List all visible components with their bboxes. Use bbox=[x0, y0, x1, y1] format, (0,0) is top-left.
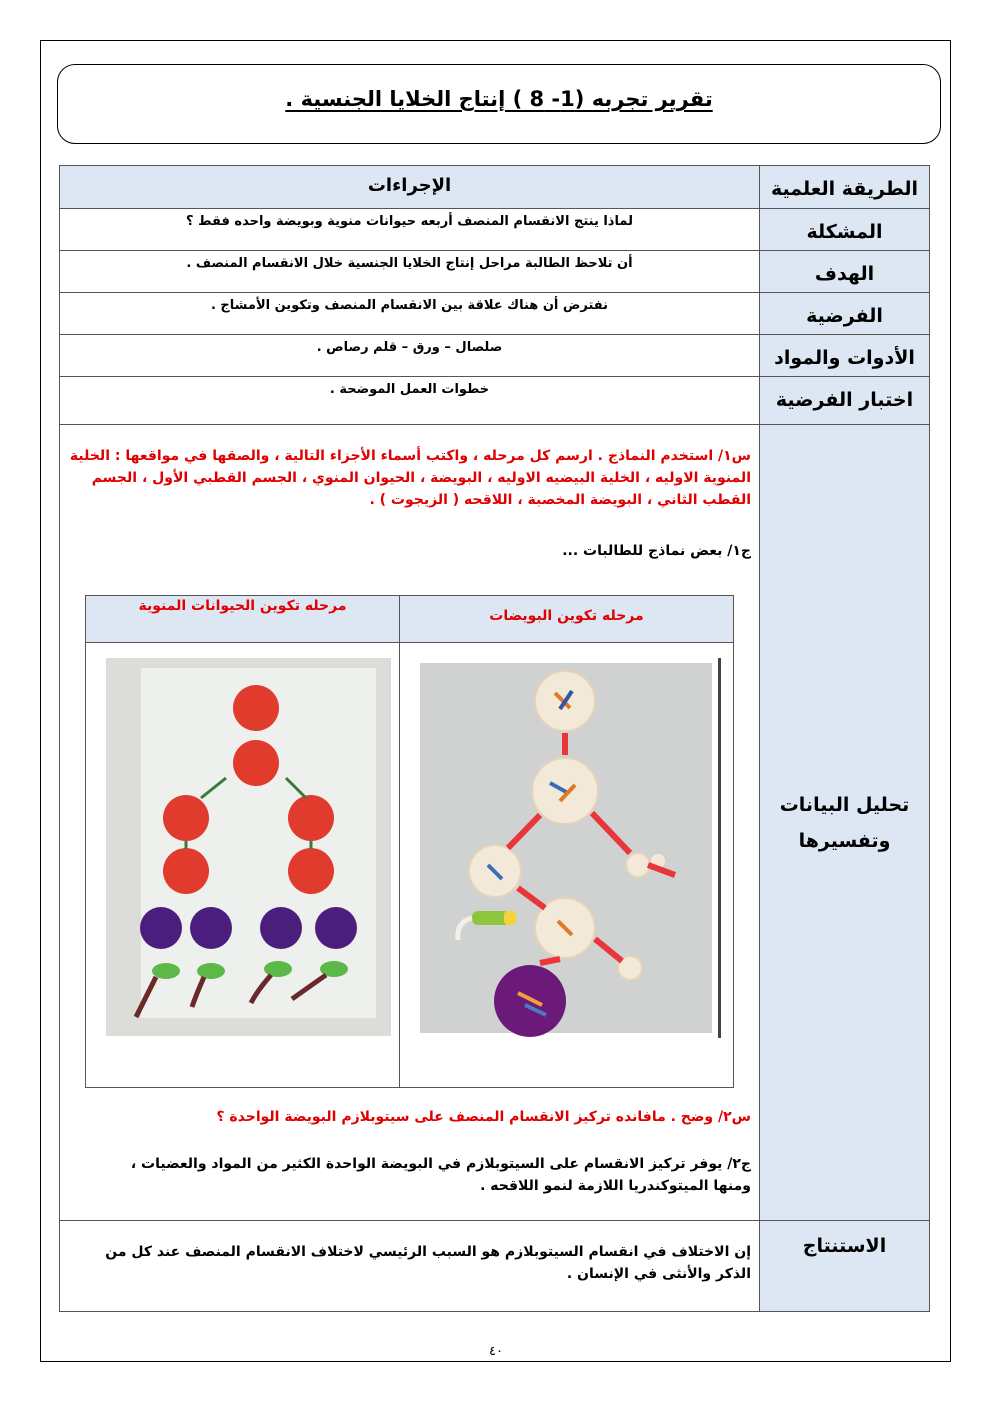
table-row bbox=[60, 293, 930, 335]
row-label-testing: اختبار الفرضية bbox=[775, 389, 914, 411]
page-number: ٤٠ bbox=[489, 1344, 503, 1359]
table-row bbox=[60, 377, 930, 425]
table-row bbox=[60, 251, 930, 293]
answer-1: ج١/ بعض نماذج للطالبات ... bbox=[562, 543, 751, 559]
conclusion-label: الاستنتاج bbox=[802, 1235, 887, 1257]
row-text-tools: صلصال – ورق – قلم رصاص . bbox=[60, 335, 760, 377]
row-text-goal: أن تلاحظ الطالبة مراحل إنتاج الخلايا الجنسية خلال الانقسام المنصف . bbox=[60, 251, 760, 293]
row-label-hypothesis: الفرضية bbox=[806, 305, 883, 327]
row-label-problem: المشكلة bbox=[806, 221, 883, 243]
table-row bbox=[60, 335, 930, 377]
analysis-label: تحليل البيانات وتفسيرها bbox=[779, 793, 910, 852]
sperm-formation-photo bbox=[86, 643, 399, 1083]
egg-formation-photo bbox=[400, 643, 733, 1083]
row-label-tools: الأدوات والمواد bbox=[774, 347, 915, 369]
analysis-row bbox=[60, 425, 930, 1221]
row-text-hypothesis: نفترض أن هناك علاقة بين الانقسام المنصف وتكوين الأمشاج . bbox=[60, 293, 760, 335]
answer-2: ج٢/ يوفر تركيز الانقسام على السيتوبلازم في البويضة الواحدة الكثير من المواد والعضيات ، ومنها الميتوكندريا اللازمة لنمو اللاقحه . bbox=[130, 1156, 751, 1194]
question-1: س١/ استخدم النماذج . ارسم كل مرحله ، واكتب أسماء الأجزاء التالية ، والصقها في مواقعها : الخلية المنوية الاوليه ، الخلية البيضيه الاوليه ، البويضة ، الحيوان المنوي ، الجسم القطبي الأول ، الجسم القطب الثاني ، البويضة المخصبة ، اللاقحه ( الزيجوت ) . bbox=[69, 448, 751, 508]
report-title: تقرير تجربه (1- 8 ) إنتاج الخلايا الجنسية . bbox=[285, 87, 713, 111]
report-table bbox=[59, 165, 930, 1312]
header-method: الطريقة العلمية bbox=[770, 178, 919, 200]
models-table bbox=[85, 595, 734, 1088]
conclusion-row bbox=[60, 1221, 930, 1312]
row-text-testing: خطوات العمل الموضحة . bbox=[60, 377, 760, 425]
row-text-problem: لماذا ينتج الانقسام المنصف أربعه حيوانات منوية وبويضة واحده فقط ؟ bbox=[60, 209, 760, 251]
conclusion-text: إن الاختلاف في انقسام السيتوبلازم هو السبب الرئيسي لاختلاف الانقسام المنصف عند كل من الذكر والأنثى في الإنسان . bbox=[105, 1244, 751, 1282]
question-2: س٢/ وضح . مافانده تركيز الانقسام المنصف على سيتوبلازم البويضة الواحدة ؟ bbox=[216, 1109, 751, 1125]
header-procedures: الإجراءات bbox=[367, 175, 452, 196]
table-header bbox=[60, 166, 930, 209]
title-box bbox=[57, 64, 941, 144]
stage-eggs-title: مرحله تكوين البويضات bbox=[489, 608, 644, 624]
stage-sperm-title: مرحله تكوين الحيوانات المنوية bbox=[138, 598, 347, 614]
table-row bbox=[60, 209, 930, 251]
row-label-goal: الهدف bbox=[814, 263, 875, 285]
